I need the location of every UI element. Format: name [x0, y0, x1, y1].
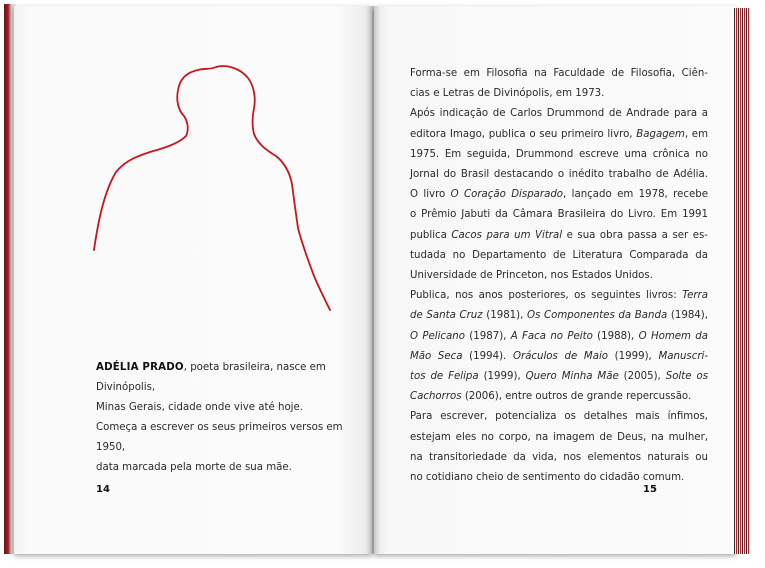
page-number-left: 14 [96, 484, 110, 495]
text-line [410, 306, 708, 326]
text-line: no cotidiano cheio de sentimento do cidadão comum. [410, 472, 685, 484]
book-title: tos de Felipa [410, 371, 479, 383]
text-line: o Prêmio Jabuti da Câmara Brasileira do Livro. Em 1991 [410, 209, 708, 221]
book-title: O Coração Disparado [450, 189, 564, 201]
text-line: Forma-se em Filosofia na Faculdade de Filosofia, Ciên- [410, 68, 708, 79]
book-title: Cachorros [410, 391, 462, 403]
text-line: Jornal do Brasil destacando o inédito trabalho de Adélia. [410, 169, 708, 181]
text-run: Publica, nos anos posteriores, os seguintes livros: [410, 290, 683, 302]
text-line: cias e Letras de Divinópolis, em 1973. [410, 88, 605, 100]
text-line [410, 125, 708, 145]
text-line [410, 387, 708, 407]
book-title: Mão Seca [410, 350, 463, 362]
text-run: (1988), [592, 330, 639, 342]
text-line: na transitoriedade da vida, nos elementos naturais ou [410, 451, 708, 463]
book-title: Quero Minha Mãe [525, 371, 619, 383]
bio-line: Começa a escrever os seus primeiros versos em 1950, [96, 422, 343, 453]
text-line: Para escrever, potencializa os detalhes mais ínfimos, [410, 411, 708, 423]
book-title: de Santa Cruz [410, 310, 483, 322]
book-title: Solte os [665, 371, 709, 383]
text-run: publica [410, 229, 452, 241]
bio-line: data marcada pela morte de sua mãe. [96, 462, 292, 473]
text-line [410, 226, 708, 246]
page-number-right: 15 [643, 484, 657, 495]
book-title: O Pelicano [410, 330, 465, 342]
book-title: Cacos para um Vitral [451, 229, 563, 241]
right-page-stack-edge [734, 8, 750, 554]
text-run: (2005), [618, 371, 666, 383]
text-run: e sua obra passa a ser es- [562, 229, 708, 241]
book-title: O Homem da [638, 330, 709, 342]
text-run: (1981), [482, 310, 528, 322]
author-name: ADÉLIA PRADO [96, 362, 184, 373]
book-title: Manuscri- [658, 350, 709, 362]
book-title: Terra [682, 290, 708, 302]
text-run: O livro [410, 189, 451, 201]
text-line: tudada no Departamento de Literatura Comparada da [410, 249, 708, 261]
text-line [410, 286, 708, 306]
text-run: (1984), [667, 310, 709, 322]
text-run: (2006), entre outros de grande repercussão. [461, 391, 692, 403]
bio-line [96, 358, 348, 398]
text-run: (1994). [462, 350, 513, 362]
portrait-silhouette-outline [92, 64, 332, 316]
text-line [410, 185, 708, 205]
text-line [410, 327, 708, 347]
author-bio [96, 358, 348, 478]
book-title: A Faca no Peito [510, 330, 593, 342]
text-line: 1975. Em seguida, Drummond escreve uma crônica no [410, 148, 708, 160]
text-line [410, 367, 708, 387]
text-line: estejam eles no corpo, na imagem de Deus, na mulher, [410, 431, 708, 443]
text-run: (1987), [464, 330, 511, 342]
text-run: editora Imago, publica o seu primeiro livro, [410, 128, 637, 140]
text-line [410, 347, 708, 367]
book-title: Oráculos de Maio [512, 350, 609, 362]
book-title: Os Componentes da Banda [527, 310, 668, 322]
text-run: (1999), [608, 350, 659, 362]
text-run: (1999), [478, 371, 526, 383]
bio-line: Minas Gerais, cidade onde vive até hoje. [96, 402, 304, 413]
text-run: , em [684, 128, 708, 140]
text-run: , lançado em 1978, recebe [563, 189, 708, 201]
book-gutter [366, 6, 380, 554]
book-title: Bagagem [636, 128, 685, 140]
biography-text [410, 64, 708, 488]
text-line: Universidade de Princeton, nos Estados Unidos. [410, 270, 653, 282]
bio-text: , poeta brasileira, nasce em Divinópolis, [96, 362, 326, 393]
text-line: Após indicação de Carlos Drummond de Andrade para a [410, 108, 708, 120]
